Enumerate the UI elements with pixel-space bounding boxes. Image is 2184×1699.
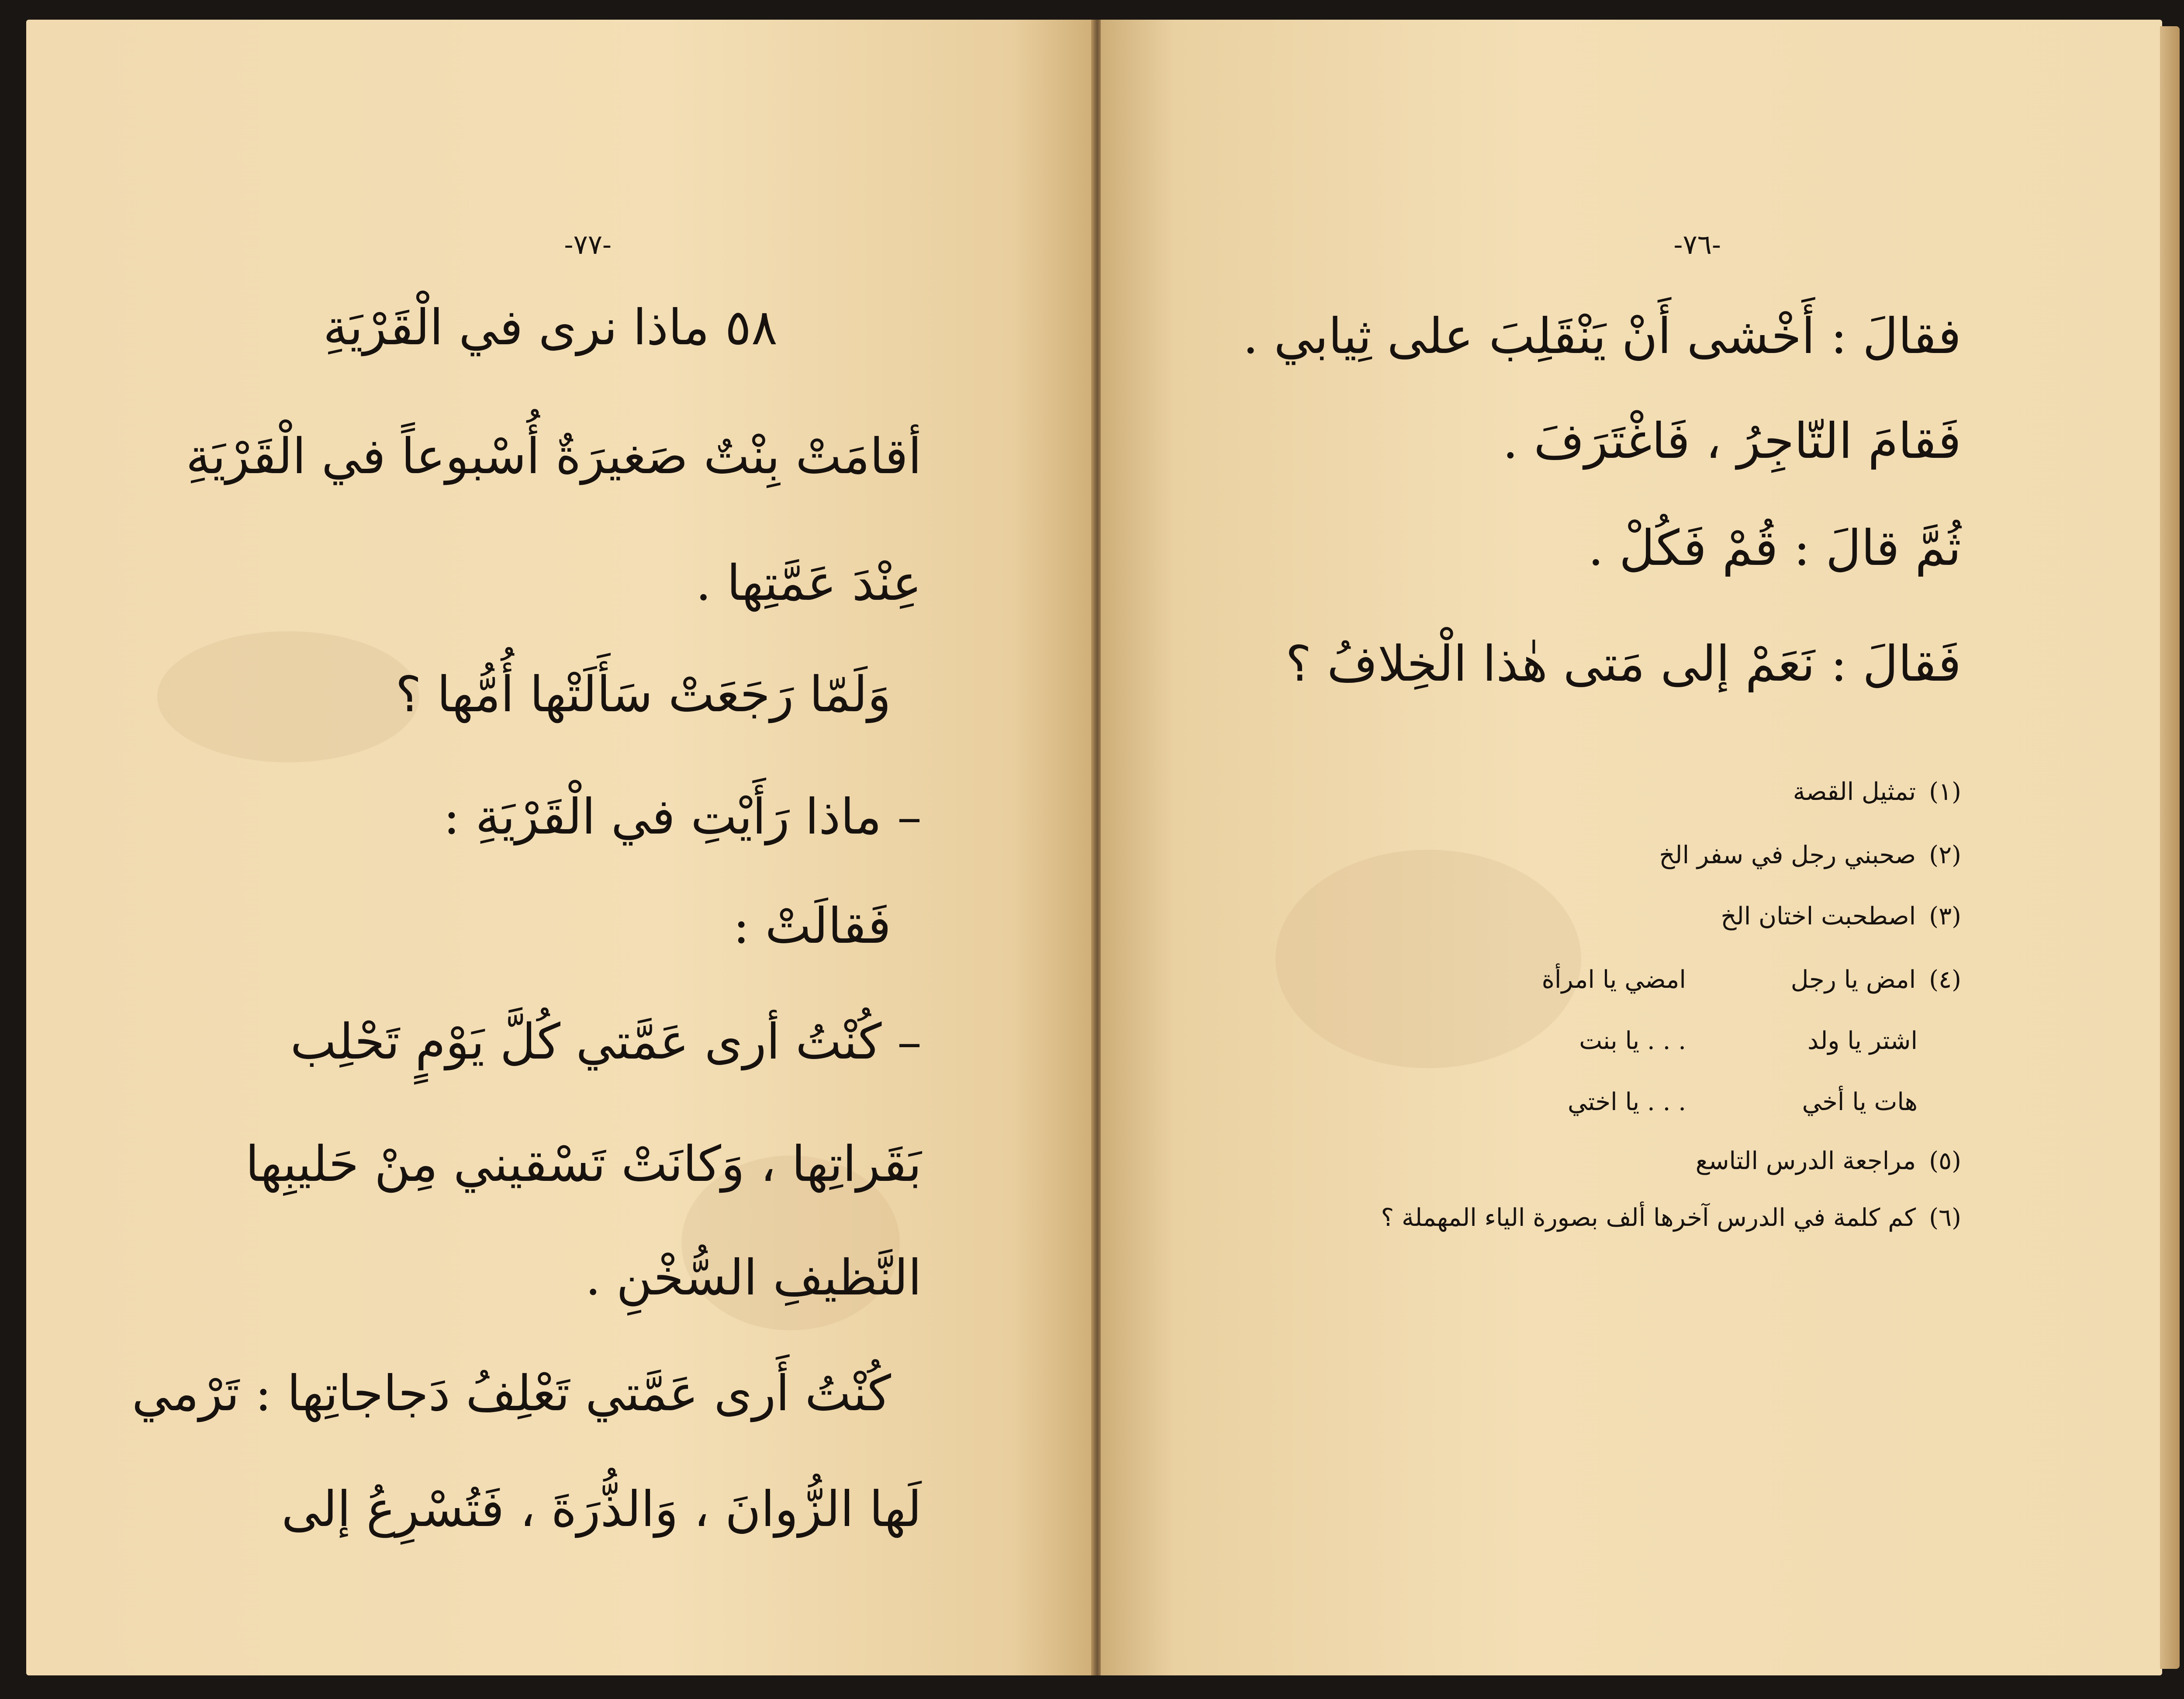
left-page (26, 20, 1096, 1675)
exercise-text: اصطحبت اختان الخ (1721, 902, 1916, 931)
exercise-text: مراجعة الدرس التاسع (1695, 1147, 1916, 1175)
exercise-number: (٤) (1929, 965, 1961, 994)
exercise-text: صحبني رجل في سفر الخ (1659, 841, 1916, 869)
page-edges (2160, 26, 2180, 1669)
exercise-text: تمثيل القصة (1793, 778, 1916, 806)
text-line: – كُنْتُ أرى عَمَّتي كُلَّ يَوْمٍ تَحْلِب (290, 1014, 922, 1070)
exercise-pair-text: . . . يا بنت (1579, 1027, 1686, 1055)
exercise-item (1696, 1147, 1961, 1175)
page-number: -٧٦- (1673, 228, 1721, 260)
text-line: – ماذا رَأَيْتِ في الْقَرْيَةِ : (443, 789, 922, 845)
exercise-number: (٥) (1929, 1147, 1961, 1175)
exercise-text: كم كلمة في الدرس آخرها ألف بصورة الياء المهملة ؟ (1381, 1204, 1916, 1232)
exercise-pair-text: . . . يا اختي (1567, 1088, 1686, 1116)
page-number: -٧٧- (564, 228, 612, 260)
text-line: بَقَراتِها ، وَكانَتْ تَسْقيني مِنْ حَليبِها (245, 1136, 922, 1193)
exercise-item (1802, 1088, 1918, 1116)
exercise-number: (٦) (1929, 1204, 1961, 1232)
exercise-text: هات يا أخي (1802, 1088, 1918, 1116)
paper-stain (157, 631, 419, 762)
exercise-number: (١) (1929, 778, 1961, 806)
text-line: لَها الزُّوانَ ، وَالذُّرَةَ ، فَتُسْرِعُ إلى (281, 1481, 922, 1538)
exercise-pair-text: امضي يا امرأة (1541, 965, 1686, 994)
exercise-item (1791, 965, 1961, 994)
exercise-item (1381, 1204, 1962, 1232)
exercise-number: (٣) (1929, 902, 1961, 931)
exercise-text: اشتر يا ولد (1807, 1027, 1918, 1055)
exercise-item (1807, 1027, 1918, 1055)
text-line: وَلَمّا رَجَعَتْ سَأَلَتْها أُمُّها ؟ (395, 666, 891, 723)
lesson-title: ٥٨ ماذا نرى في الْقَرْيَةِ (323, 299, 778, 356)
text-line: النَّظيفِ السُّخْنِ . (585, 1249, 922, 1306)
text-line: فَقامَ التّاجِرُ ، فَاغْتَرَفَ . (1503, 413, 1961, 470)
text-line: عِنْدَ عَمَّتِها . (695, 555, 922, 612)
exercise-text: امض يا رجل (1790, 965, 1916, 994)
exercise-item (1721, 902, 1961, 931)
text-line: أقامَتْ بِنْتٌ صَغيرَةٌ أُسْبوعاً في الْقَرْيَةِ (186, 428, 922, 485)
paper-stain (1275, 850, 1581, 1068)
text-line: فقالَ : أَخْشى أَنْ يَنْقَلِبَ على ثِيابي . (1243, 308, 1961, 365)
right-page (1101, 20, 2162, 1675)
exercise-item (1793, 778, 1961, 806)
text-line: ثُمَّ قالَ : قُمْ فَكُلْ . (1588, 520, 1961, 577)
exercise-number: (٢) (1929, 841, 1961, 869)
text-line: فَقالَ : نَعَمْ إلى مَتى هٰذا الْخِلافُ ؟ (1286, 636, 1961, 692)
text-line: كُنْتُ أَرى عَمَّتي تَعْلِفُ دَجاجاتِها : تَرْمي (131, 1365, 891, 1422)
text-line: فَقالَتْ : (733, 898, 891, 955)
exercise-item (1659, 841, 1961, 869)
